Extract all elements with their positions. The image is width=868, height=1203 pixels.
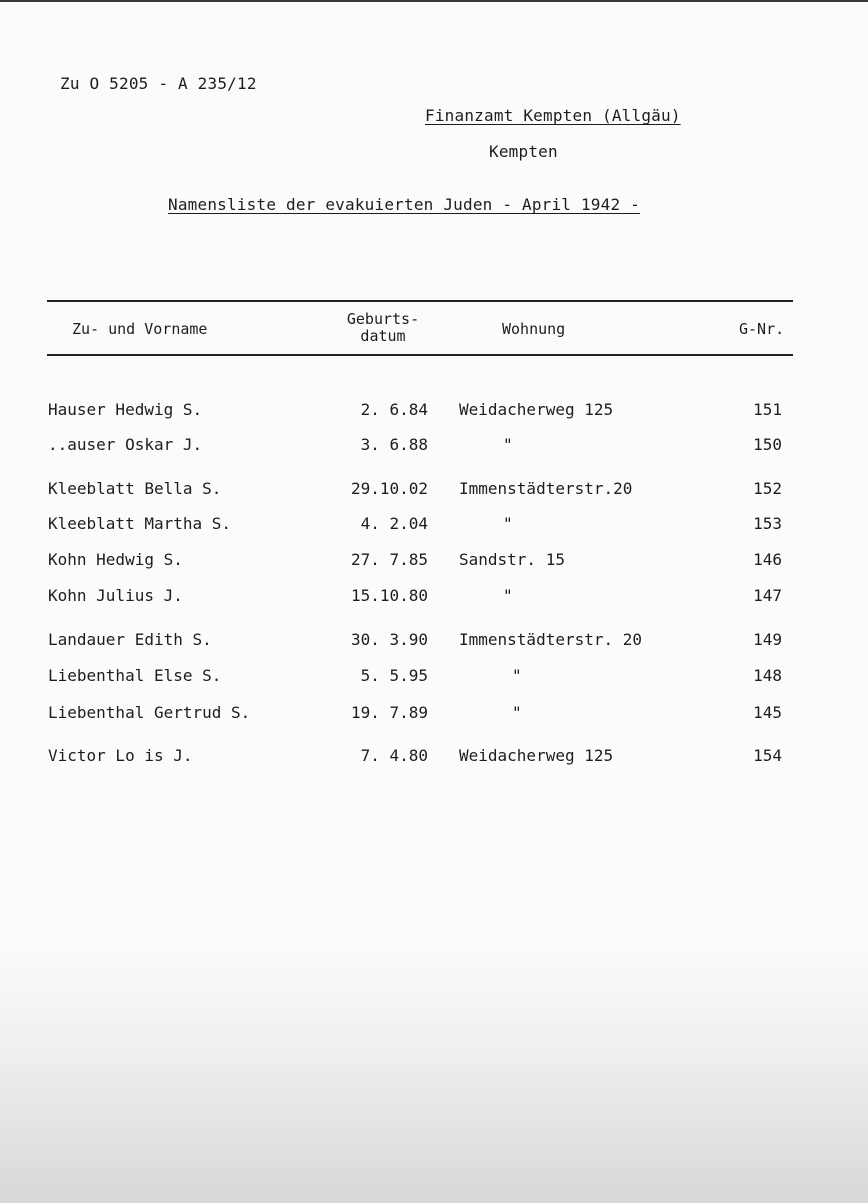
reference-number: Zu O 5205 - A 235/12 [60, 74, 257, 93]
row-gnr: 153 [753, 514, 782, 533]
row-birthdate: 30. 3.90 [350, 630, 428, 649]
row-address: " [503, 435, 513, 454]
row-name: Landauer Edith S. [48, 630, 212, 649]
document-title: Namensliste der evakuierten Juden - April 1942 - [168, 195, 640, 214]
row-name: Liebenthal Else S. [48, 666, 222, 685]
scan-shadow [0, 943, 868, 1203]
row-name: ..auser Oskar J. [48, 435, 203, 454]
table-row [0, 400, 868, 422]
table-row [0, 703, 868, 725]
header-birthdate-line1: Geburts- [346, 310, 420, 328]
row-gnr: 149 [753, 630, 782, 649]
row-address: " [512, 666, 522, 685]
table-row [0, 479, 868, 501]
row-birthdate: 3. 6.88 [360, 435, 428, 454]
row-address: Immenstädterstr. 20 [459, 630, 643, 649]
row-birthdate: 19. 7.89 [350, 703, 428, 722]
row-birthdate: 27. 7.85 [350, 550, 428, 569]
row-gnr: 154 [753, 746, 782, 765]
tax-office-name: Finanzamt Kempten (Allgäu) [425, 106, 681, 125]
row-birthdate: 5. 5.95 [360, 666, 428, 685]
row-name: Hauser Hedwig S. [48, 400, 203, 419]
row-address: Immenstädterstr.20 [459, 479, 633, 498]
header-birthdate [328, 311, 438, 345]
scan-edge [0, 0, 868, 2]
row-name: Kohn Julius J. [48, 586, 183, 605]
row-gnr: 147 [753, 586, 782, 605]
table-row [0, 550, 868, 572]
row-birthdate: 4. 2.04 [360, 514, 428, 533]
table-row [0, 586, 868, 608]
table-row [0, 746, 868, 768]
row-address: " [512, 703, 522, 722]
row-birthdate: 15.10.80 [350, 586, 428, 605]
row-name: Kleeblatt Martha S. [48, 514, 232, 533]
table-row [0, 435, 868, 457]
header-birthdate-line2: datum [360, 327, 406, 345]
table-row [0, 666, 868, 688]
row-birthdate: 7. 4.80 [360, 746, 428, 765]
row-birthdate: 29.10.02 [350, 479, 428, 498]
table-row [0, 514, 868, 536]
table-row [0, 630, 868, 652]
row-name: Liebenthal Gertrud S. [48, 703, 251, 722]
row-name: Kleeblatt Bella S. [48, 479, 222, 498]
row-address: Weidacherweg 125 [459, 746, 614, 765]
row-gnr: 145 [753, 703, 782, 722]
row-gnr: 152 [753, 479, 782, 498]
header-gnr: G-Nr. [739, 320, 785, 338]
row-address: " [503, 586, 513, 605]
row-gnr: 148 [753, 666, 782, 685]
row-gnr: 146 [753, 550, 782, 569]
table-top-rule [47, 300, 793, 302]
table-header-rule [47, 354, 793, 356]
row-address: " [503, 514, 513, 533]
row-gnr: 150 [753, 435, 782, 454]
row-address: Weidacherweg 125 [459, 400, 614, 419]
city-name: Kempten [489, 142, 558, 161]
row-name: Victor Lo is J. [48, 746, 193, 765]
header-name: Zu- und Vorname [72, 320, 208, 338]
row-gnr: 151 [753, 400, 782, 419]
row-name: Kohn Hedwig S. [48, 550, 183, 569]
row-address: Sandstr. 15 [459, 550, 565, 569]
header-address: Wohnung [502, 320, 566, 338]
row-birthdate: 2. 6.84 [360, 400, 428, 419]
